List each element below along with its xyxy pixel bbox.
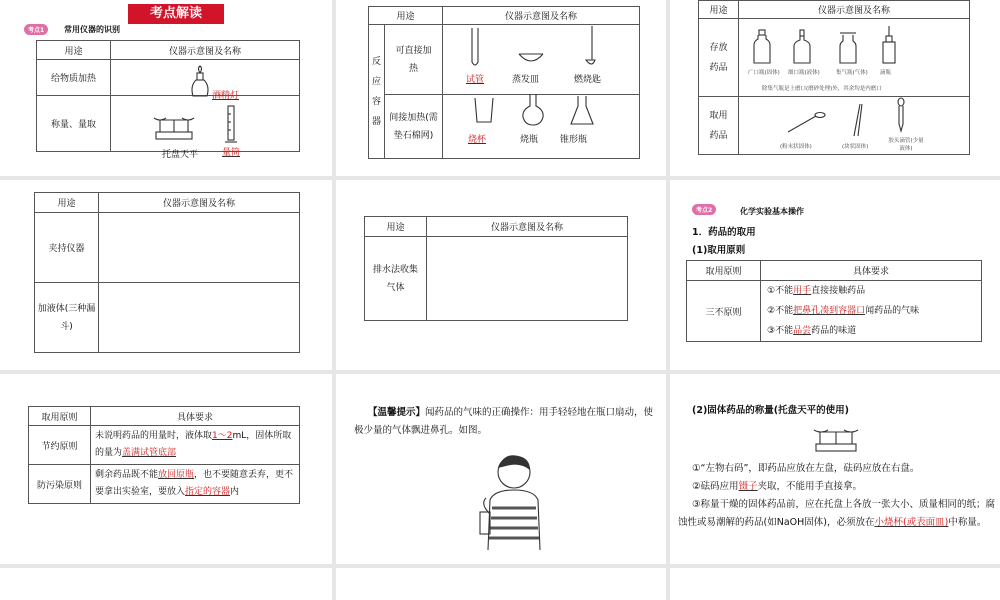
row-heating-use: 给物质加热: [37, 60, 111, 96]
dropper-icon: [896, 98, 906, 132]
col-principle: 取用原则: [29, 407, 91, 426]
direct-heat-use: 可直接加热: [385, 25, 443, 95]
three-no-rule: 三不原则: [687, 281, 761, 342]
heading-1: 1．药品的取用: [692, 227, 756, 238]
topic-badge: 考点2: [692, 204, 716, 215]
col-use: 用途: [37, 41, 111, 60]
store-use: 存放药品: [699, 19, 739, 97]
cylinder-label: 量筒: [222, 148, 241, 158]
test-tube-icon: [470, 28, 480, 68]
slide-reaction-vessels: [336, 0, 666, 176]
narrow-mouth-bottle-icon: [794, 30, 810, 64]
banner: 考点解读: [128, 4, 224, 24]
slide-gas-collection: [336, 180, 666, 370]
slide-instrument-heating: [0, 0, 332, 176]
smelling-person-illustration: [474, 450, 554, 550]
avoid-requirement: 剩余药品既不能放回原瓶，也不要随意丢弃，更不要拿出实验室，要放入指定的容器内: [91, 465, 300, 504]
section-heading: 化学实验基本操作: [740, 207, 804, 216]
slide-clamping: [0, 180, 332, 370]
save-rule: 节约原则: [29, 426, 91, 465]
rule-1: ①不能用手直接接触药品: [767, 286, 866, 296]
balance-icon: [812, 420, 860, 452]
conical-label: 锥形瓶: [560, 135, 588, 145]
weigh-point-3: ③称量干燥的固体药品前，应在托盘上各放一张大小、质量相同的纸；腐蚀性或易潮解的药品(如NaOH固体)，必须放在小烧杯(或表面皿)中称量。: [678, 499, 996, 528]
heading: (2)固体药品的称量(托盘天平的使用): [692, 405, 849, 416]
col-use: 用途: [699, 1, 739, 19]
beaker-label: 烧杯: [468, 135, 487, 145]
col-name: 仪器示意图及名称: [111, 41, 300, 60]
lamp-label: 酒精灯: [212, 91, 240, 101]
bottle-label-dropper: 滴瓶: [880, 70, 892, 76]
gas-table: [364, 216, 628, 321]
balance-icon: [152, 108, 196, 140]
col-name: 仪器示意图及名称: [99, 193, 300, 213]
tool-label-powder: (粉末状固体): [780, 144, 812, 150]
bottle-label-narrow: 细口瓶(液体): [788, 70, 820, 76]
dish-label: 蒸发皿: [512, 75, 540, 85]
wide-mouth-bottle-icon: [754, 30, 770, 64]
evaporating-dish-icon: [518, 52, 544, 64]
col-requirement: 具体要求: [761, 261, 982, 281]
section-heading: 常用仪器的识别: [64, 25, 120, 34]
indirect-heat-use: 间接加热(需垫石棉网): [385, 95, 443, 159]
gas-jar-icon: [840, 32, 856, 64]
dropper-bottle-icon: [882, 26, 896, 64]
balance-label: 托盘天平: [162, 150, 199, 160]
col-use: 用途: [35, 193, 99, 213]
slide-partial-right: [670, 568, 1000, 600]
topic-badge: 考点1: [24, 24, 48, 35]
col-name: 仪器示意图及名称: [443, 7, 640, 25]
tweezers-icon: [852, 104, 866, 136]
beaker-icon: [474, 98, 494, 124]
col-name: 仪器示意图及名称: [739, 1, 970, 19]
slide-saving-principles: [0, 374, 332, 564]
medicine-spoon-icon: [786, 112, 826, 134]
col-use: 用途: [365, 217, 427, 237]
tool-label-dropper: 胶头滴管(少量液体): [888, 138, 924, 152]
tip-paragraph: 【温馨提示】闻药品的气味的正确操作：用手轻轻地在瓶口扇动，使极少量的气体飘进鼻孔。如图。: [354, 407, 654, 436]
slide-weighing: [670, 374, 1000, 564]
spoon-label: 燃烧匙: [574, 75, 602, 85]
weigh-point-1: ①“左物右码”，即药品应放在左盘，砝码应放在右盘。: [692, 463, 920, 474]
tool-label-block: (块状固体): [842, 144, 869, 150]
rule-2: ②不能把鼻孔凑到容器口闻药品的气味: [767, 306, 920, 316]
avoid-rule: 防污染原则: [29, 465, 91, 504]
heading-2: (1)取用原则: [692, 245, 746, 256]
weigh-body: [678, 460, 996, 532]
conical-flask-icon: [570, 96, 594, 126]
measuring-cylinder-icon: [224, 106, 238, 144]
storage-note: 除集气瓶是上磨口(磨砂处理)外，其余均是内磨口: [762, 86, 882, 92]
storage-table: [698, 0, 970, 155]
slide-smelling-tip: [336, 374, 666, 564]
combustion-spoon-icon: [584, 26, 596, 68]
weigh-point-2: ②砝码应用镊子夹取，不能用手直接拿。: [692, 481, 863, 492]
bottle-label-wide: 广口瓶(固体): [748, 70, 780, 76]
gas-use: 排水法收集气体: [365, 237, 427, 321]
col-name: 仪器示意图及名称: [427, 217, 628, 237]
alcohol-lamp-icon: [188, 66, 212, 98]
col-use: 用途: [369, 7, 443, 25]
col-principle: 取用原则: [687, 261, 761, 281]
flask-label: 烧瓶: [520, 135, 539, 145]
reaction-vessel-group: 反 应 容 器: [369, 25, 385, 159]
slide-partial-left: [0, 568, 332, 600]
round-flask-icon: [522, 94, 544, 126]
save-requirement: 未说明药品的用量时，液体取1～2mL，固体所取的量为盖满试管底部: [91, 426, 300, 465]
hold-use: 夹持仪器: [35, 213, 99, 283]
col-requirement: 具体要求: [91, 407, 300, 426]
slide-storage: [670, 0, 1000, 176]
bottle-label-gas: 集气瓶(气体): [836, 70, 868, 76]
principle-table: [686, 260, 982, 342]
row-measure-use: 称量、量取: [37, 96, 111, 152]
clamp-table: [34, 192, 300, 353]
test-tube-label: 试管: [466, 75, 485, 85]
slide-partial-middle: [336, 568, 666, 600]
saving-table: [28, 406, 300, 504]
slide-taking-principles: [670, 180, 1000, 370]
rule-3: ③不能品尝药品的味道: [767, 326, 857, 336]
take-use: 取用药品: [699, 97, 739, 155]
funnel-use: 加液体(三种漏斗): [35, 283, 99, 353]
